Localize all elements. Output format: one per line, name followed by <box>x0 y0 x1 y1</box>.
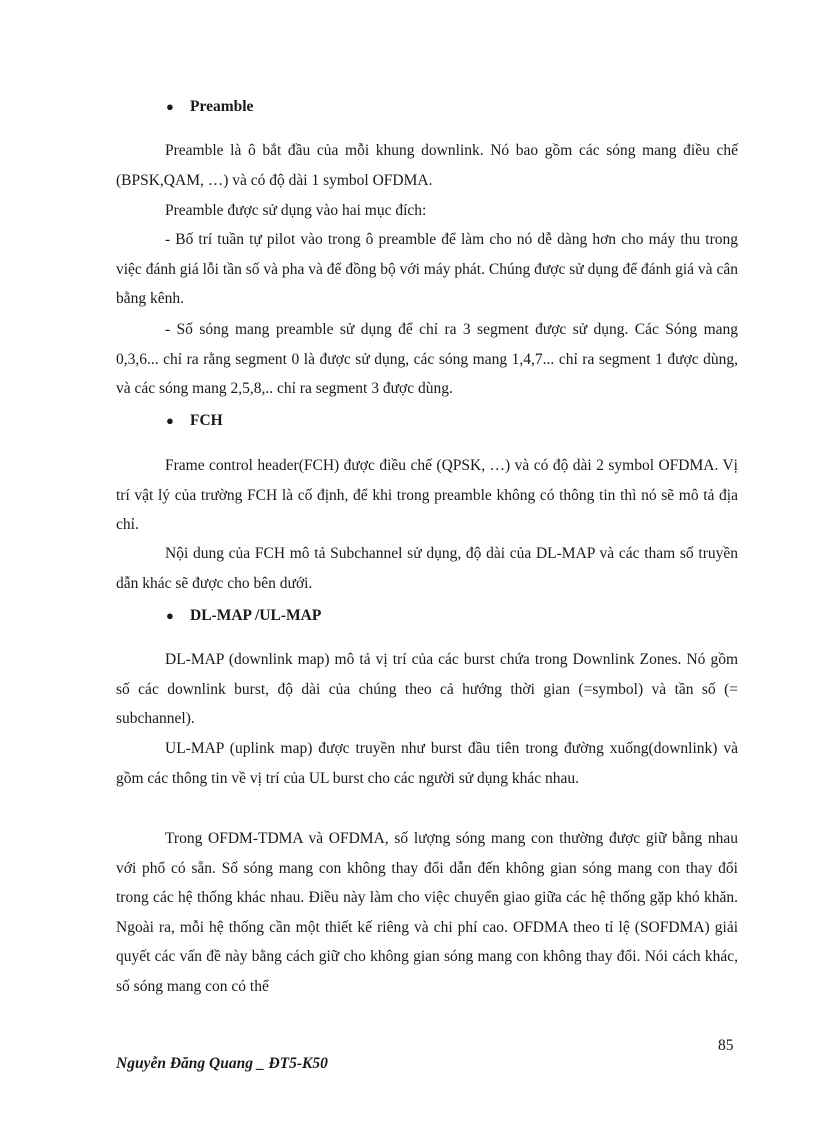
footer-author: Nguyễn Đăng Quang _ ĐT5-K50 <box>116 1055 328 1072</box>
paragraph: UL-MAP (uplink map) được truyền như burst đầu tiên trong đường xuống(downlink) và gồm các thông tin về vị trí của UL burst cho các người sử dụng khác nhau. <box>116 740 738 787</box>
paragraph: Preamble được sử dụng vào hai mục đích: <box>165 202 427 219</box>
paragraph: Trong OFDM-TDMA và OFDMA, số lượng sóng mang con thường được giữ bằng nhau với phổ có sẵn. Số sóng mang con không thay đổi dẫn đến không gian sóng mang con thay đổi trong các hệ thống khác nhau. Điều này làm cho việc chuyển giao giữa các hệ thống gặp khó khăn. Ngoài ra, mỗi hệ thống cần một thiết kế riêng và chi phí cao. OFDMA theo tỉ lệ (SOFDMA) giải quyết các vấn đề này bằng cách giữ cho không gian sóng mang con không thay đổi. Nói cách khác, số sóng mang con có thể <box>116 830 738 995</box>
section-heading-fch <box>166 410 223 432</box>
paragraph: - Bố trí tuần tự pilot vào trong ô preamble để làm cho nó dễ dàng hơn cho máy thu trong việc đánh giá lỗi tần số và pha và để đồng bộ với máy phát. Chúng được sử dụng để đánh giá và cân bằng kênh. <box>116 231 738 308</box>
heading-text: DL-MAP /UL-MAP <box>190 607 322 624</box>
heading-text: Preamble <box>190 98 254 115</box>
bullet-icon: ● <box>166 608 174 623</box>
paragraph: DL-MAP (downlink map) mô tả vị trí của các burst chứa trong Downlink Zones. Nó gồm số các downlink burst, độ dài của chúng theo cả hướng thời gian (=symbol) và tần số (= subchannel). <box>116 651 738 728</box>
page-number: 85 <box>718 1037 734 1054</box>
section-heading-dl-map <box>166 605 321 627</box>
paragraph: Preamble là ô bắt đầu của mỗi khung downlink. Nó bao gồm các sóng mang điều chế (BPSK,QAM, …) và có độ dài 1 symbol OFDMA. <box>116 142 738 189</box>
paragraph: Frame control header(FCH) được điều chế (QPSK, …) và có độ dài 2 symbol OFDMA. Vị trí vật lý của trường FCH là cố định, để khi trong preamble không có thông tin thì nó sẽ mô tả địa chỉ. <box>116 457 738 534</box>
paragraph: Nội dung của FCH mô tả Subchannel sử dụng, độ dài của DL-MAP và các tham số truyền dẫn khác sẽ được cho bên dưới. <box>116 545 738 592</box>
bullet-icon: ● <box>166 99 174 114</box>
bullet-icon: ● <box>166 413 174 428</box>
paragraph: - Số sóng mang preamble sử dụng để chỉ ra 3 segment được sử dụng. Các Sóng mang 0,3,6... chỉ ra rằng segment 0 là được sử dụng, các sóng mang 1,4,7... chỉ ra segment 1 được dùng, và các sóng mang 2,5,8,.. chỉ ra segment 3 được dùng. <box>116 321 738 398</box>
heading-text: FCH <box>190 412 223 429</box>
section-heading-preamble <box>166 96 253 118</box>
